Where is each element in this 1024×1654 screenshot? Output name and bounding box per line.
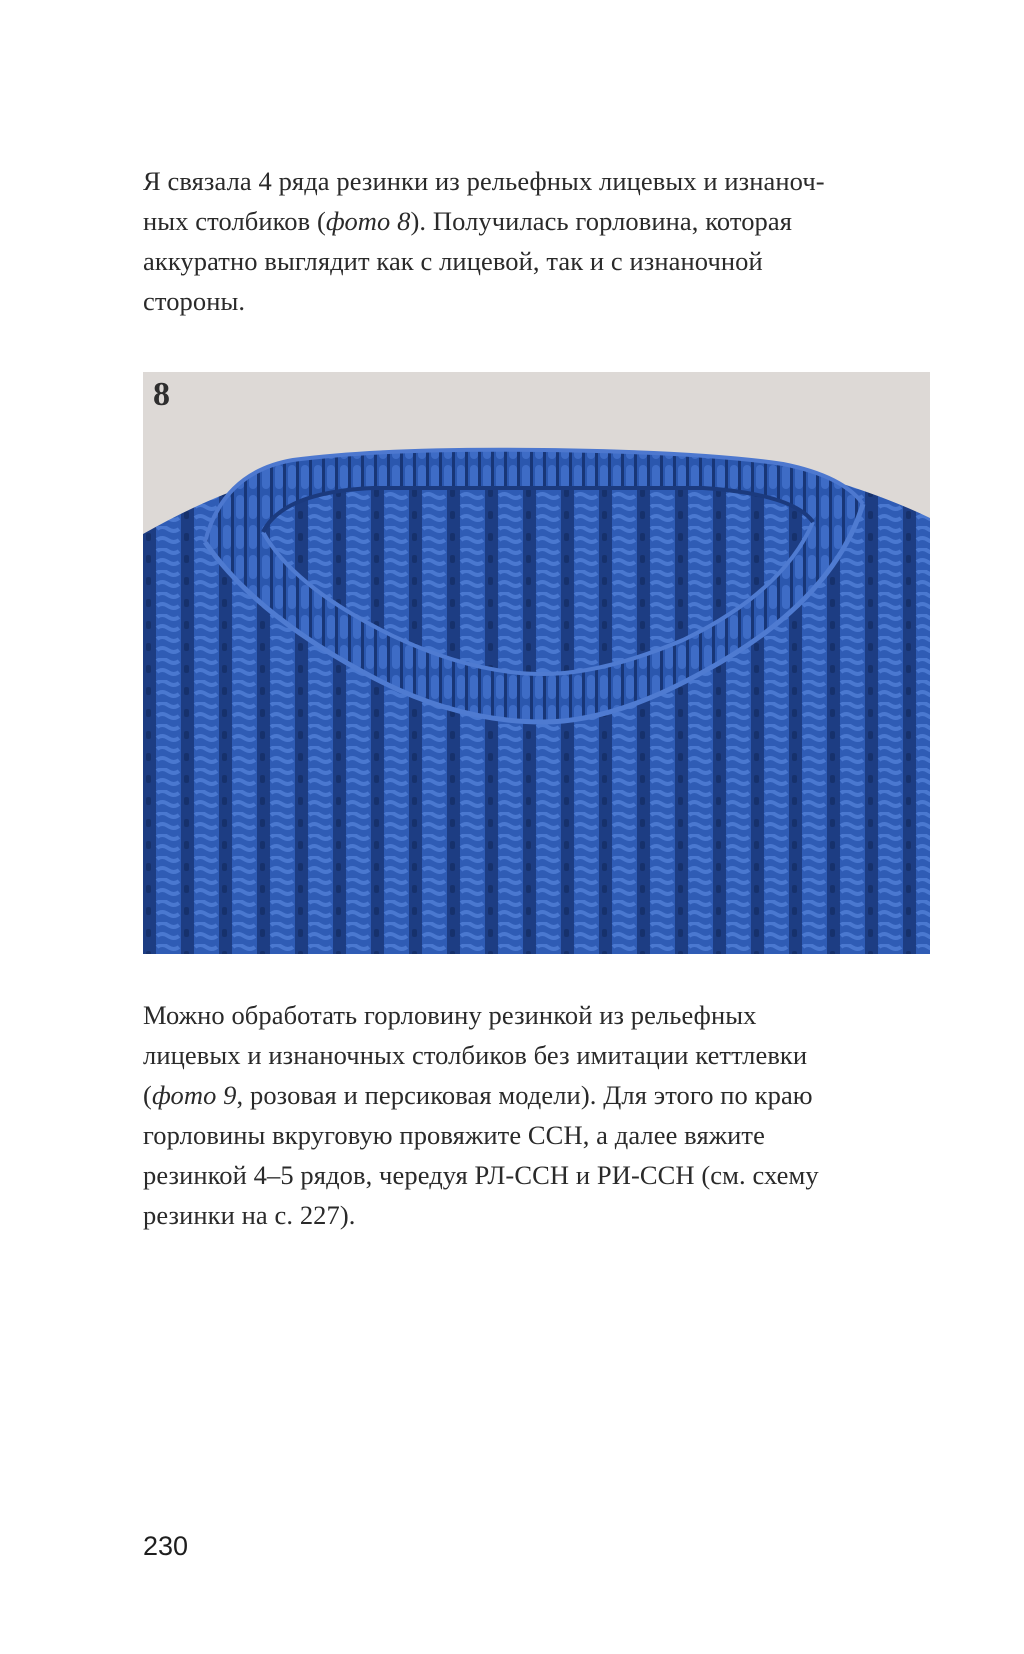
text-line: (фото 9, розовая и персиковая модели). Для этого по краю <box>143 1080 813 1110</box>
text-line: Можно обработать горловину резинкой из рельефных <box>143 1000 757 1030</box>
page-number: 230 <box>143 1531 189 1561</box>
photo-sweater-neckline <box>143 372 930 954</box>
text-line: ных столбиков (фото 8). Получилась горловина, которая <box>143 206 793 236</box>
text-line: стороны. <box>143 286 246 316</box>
text-line: резинкой 4–5 рядов, чередуя РЛ-ССН и РИ-ССН (см. схему <box>143 1160 819 1190</box>
figure-number: 8 <box>153 376 170 413</box>
text-line: горловины вкруговую провяжите ССН, а далее вяжите <box>143 1120 765 1150</box>
text-line: лицевых и изнаночных столбиков без имитации кеттлевки <box>143 1040 808 1070</box>
paragraph-neckline-description <box>143 161 933 321</box>
paragraph-neckline-alternative <box>143 995 933 1235</box>
photo-reference: фото 9 <box>151 1080 237 1110</box>
text-line: Я связала 4 ряда резинки из рельефных лицевых и изнаноч- <box>143 166 825 196</box>
text-line: аккуратно выглядит как с лицевой, так и с изнаночной <box>143 246 763 276</box>
sweater-photo-illustration <box>143 372 930 954</box>
photo-reference: фото 8 <box>325 206 411 236</box>
text-line: резинки на с. 227). <box>143 1200 356 1230</box>
